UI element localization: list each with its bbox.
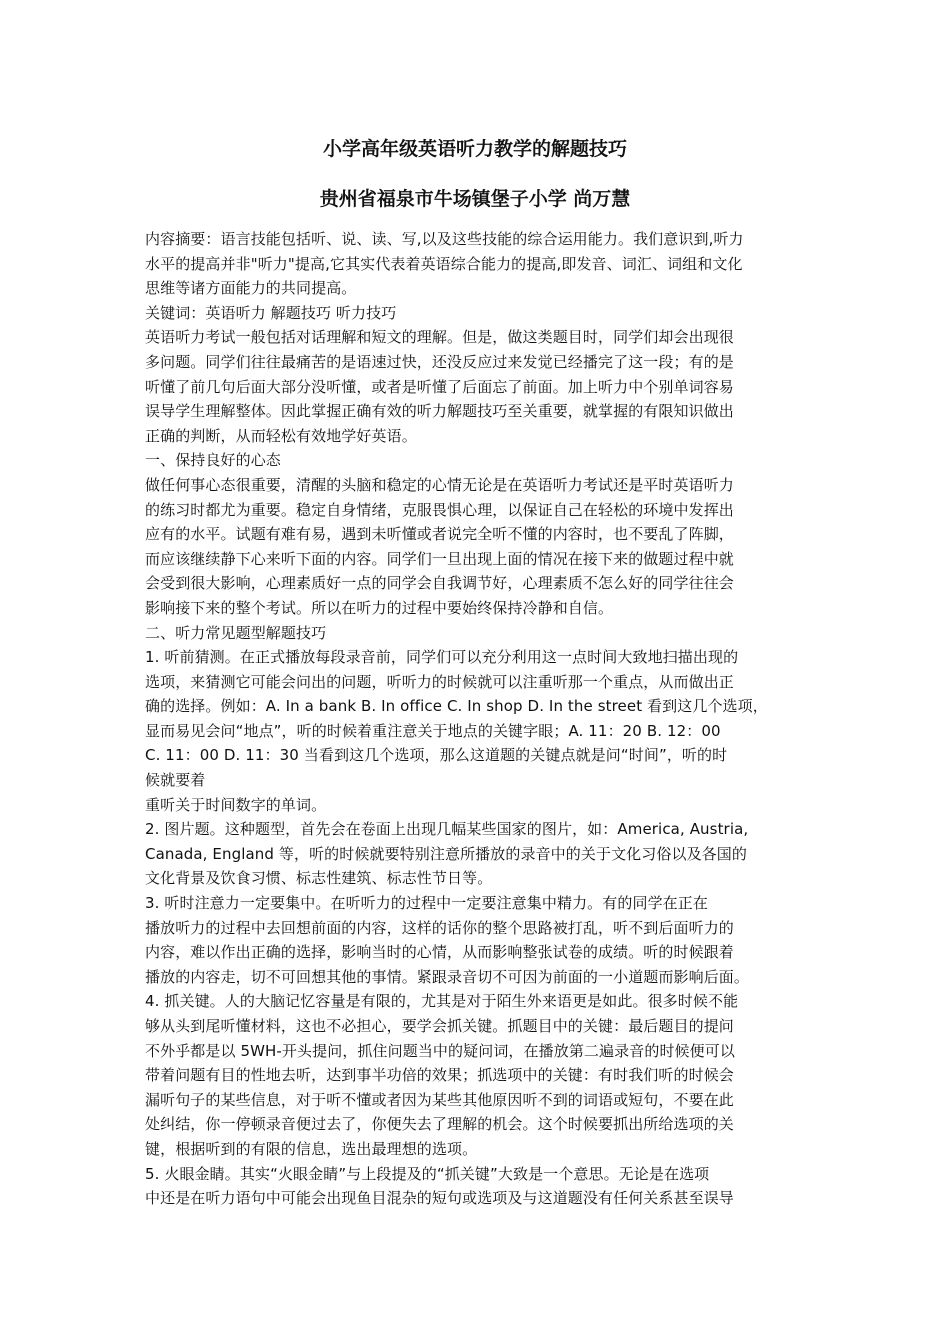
body-line: 文化背景及饮食习惯、标志性建筑、标志性节日等。 xyxy=(145,869,493,888)
body-line: 英语听力考试一般包括对话理解和短文的理解。但是，做这类题目时，同学们却会出现很 xyxy=(145,328,734,347)
body-line: 水平的提高并非"听力"提高,它其实代表着英语综合能力的提高,即发音、词汇、词组和文化 xyxy=(145,254,743,273)
body-line: 播放听力的过程中去回想前面的内容，这样的话你的整个思路被打乱，听不到后面听力的 xyxy=(145,918,734,937)
body-line: 4. 抓关键。人的大脑记忆容量是有限的，尤其是对于陌生外来语更是如此。很多时候不能 xyxy=(145,992,739,1011)
body-line: 2. 图片题。这种题型，首先会在卷面上出现几幅某些国家的图片，如：America, Austria, xyxy=(145,820,749,839)
body-line: 确的选择。例如：A. In a bank B. In office C. In shop D. In the street 看到这几个选项， xyxy=(145,697,768,716)
body-line: 中还是在听力语句中可能会出现鱼目混杂的短句或选项及与这道题没有任何关系甚至误导 xyxy=(145,1189,734,1208)
body-line: 3. 听时注意力一定要集中。在听听力的过程中一定要注意集中精力。有的同学在正在 xyxy=(145,894,708,913)
body-line: 思维等诸方面能力的共同提高。 xyxy=(145,279,357,298)
body-line: 1. 听前猜测。在正式播放每段录音前，同学们可以充分利用这一点时间大致地扫描出现的 xyxy=(145,648,739,667)
body-line: 选项，来猜测它可能会问出的问题，听听力的时候就可以注重听那一个重点，从而做出正 xyxy=(145,672,734,691)
body-line: 内容摘要：语言技能包括听、说、读、写,以及这些技能的综合运用能力。我们意识到,听力 xyxy=(145,230,744,248)
document-subtitle: 贵州省福泉市牛场镇堡子小学 尚万慧 xyxy=(319,188,631,210)
body-line: 漏听句子的某些信息，对于听不懂或者因为某些其他原因听不到的词语或短句，不要在此 xyxy=(145,1090,734,1109)
body-line: 听懂了前几句后面大部分没听懂，或者是听懂了后面忘了前面。加上听力中个别单词容易 xyxy=(145,377,734,396)
document-body xyxy=(145,227,815,1211)
body-line: 5. 火眼金睛。其实“火眼金睛”与上段提及的“抓关键”大致是一个意思。无论是在选项 xyxy=(145,1164,710,1183)
body-line: 带着问题有目的性地去听，达到事半功倍的效果；抓选项中的关键：有时我们听的时候会 xyxy=(145,1066,734,1085)
body-line: 而应该继续静下心来听下面的内容。同学们一旦出现上面的情况在接下来的做题过程中就 xyxy=(145,549,734,568)
body-line: Canada, England 等，听的时候就要特别注意所播放的录音中的关于文化习俗以及各国的 xyxy=(145,844,747,863)
body-line: 正确的判断，从而轻松有效地学好英语。 xyxy=(145,426,417,445)
body-line: 键，根据听到的有限的信息，选出最理想的选项。 xyxy=(145,1139,478,1158)
body-line: 关键词：英语听力 解题技巧 听力技巧 xyxy=(145,303,397,322)
body-line: 显而易见会问“地点”，听的时候着重注意关于地点的关键字眼；A. 11：20 B. 12：00 xyxy=(145,721,721,740)
body-line: 会受到很大影响，心理素质好一点的同学会自我调节好，心理素质不怎么好的同学往往会 xyxy=(145,574,734,593)
body-line: 重听关于时间数字的单词。 xyxy=(145,795,327,814)
body-line: C. 11：00 D. 11：30 当看到这几个选项，那么这道题的关键点就是问“时间”，听的时 xyxy=(145,746,728,765)
body-line: 做任何事心态很重要，清醒的头脑和稳定的心情无论是在英语听力考试还是平时英语听力 xyxy=(145,475,734,494)
body-line: 的练习时都尤为重要。稳定自身情绪，克服畏惧心理，以保证自己在轻松的环境中发挥出 xyxy=(145,500,734,519)
body-line: 够从头到尾听懂材料，这也不必担心，要学会抓关键。抓题目中的关键：最后题目的提问 xyxy=(145,1017,734,1035)
document-title: 小学高年级英语听力教学的解题技巧 xyxy=(322,138,627,160)
body-line: 不外乎都是以 5WH-开头提问，抓住问题当中的疑问词，在播放第二遍录音的时候便可以 xyxy=(145,1041,735,1060)
body-line: 误导学生理解整体。因此掌握正确有效的听力解题技巧至关重要，就掌握的有限知识做出 xyxy=(145,402,734,421)
body-line: 处纠结，你一停顿录音便过去了，你便失去了理解的机会。这个时候要抓出所给选项的关 xyxy=(145,1115,734,1134)
body-line: 内容，难以作出正确的选择，影响当时的心情，从而影响整张试卷的成绩。听的时候跟着 xyxy=(145,943,734,962)
body-line: 播放的内容走，切不可回想其他的事情。紧跟录音切不可因为前面的一小道题而影响后面。 xyxy=(145,967,750,986)
body-line: 应有的水平。试题有难有易，遇到未听懂或者说完全听不懂的内容时，也不要乱了阵脚， xyxy=(145,525,734,544)
body-line: 多问题。同学们往往最痛苦的是语速过快，还没反应过来发觉已经播完了这一段；有的是 xyxy=(145,352,734,371)
body-line: 影响接下来的整个考试。所以在听力的过程中要始终保持冷静和自信。 xyxy=(145,598,614,617)
body-line: 候就要着 xyxy=(145,771,206,790)
body-line: 二、听力常见题型解题技巧 xyxy=(145,623,327,642)
body-line: 一、保持良好的心态 xyxy=(145,451,281,470)
